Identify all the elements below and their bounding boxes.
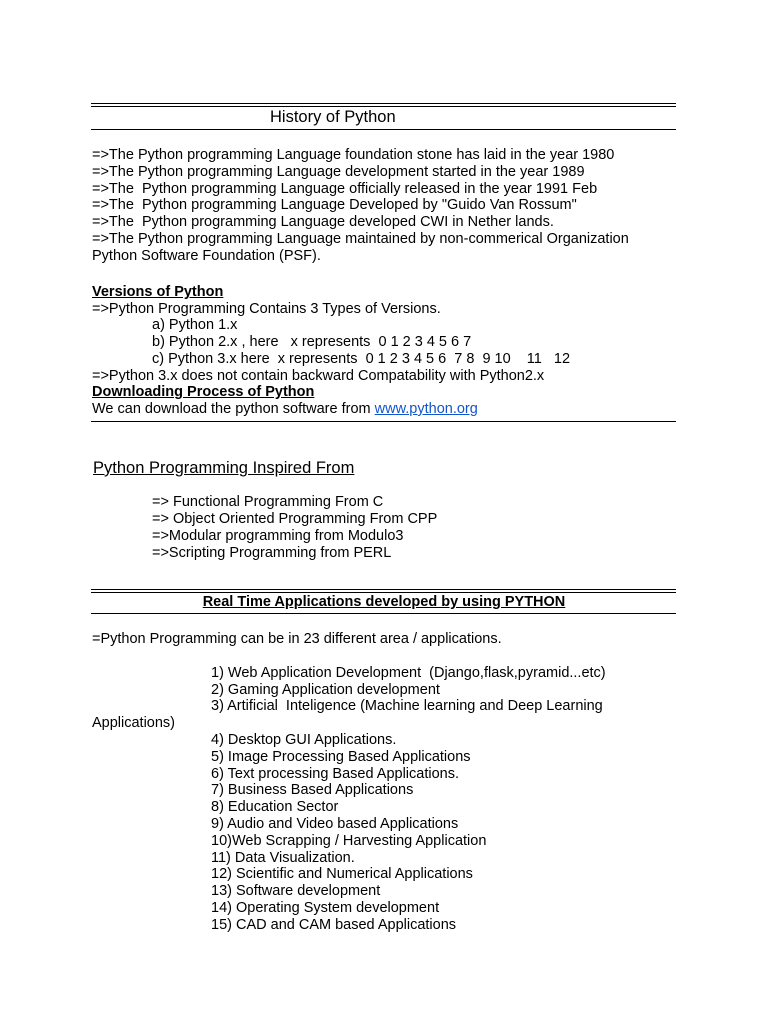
app-item: 9) Audio and Video based Applications xyxy=(211,816,459,832)
app-item: 5) Image Processing Based Applications xyxy=(211,749,471,765)
top-rule-double xyxy=(91,106,676,107)
history-line: =>The Python programming Language maintained by non-commerical Organization xyxy=(92,231,629,247)
apps-top-rule xyxy=(91,589,676,590)
title-rule xyxy=(91,129,676,130)
app-item: 4) Desktop GUI Applications. xyxy=(211,732,397,748)
version-item: a) Python 1.x xyxy=(152,317,238,333)
app-item-continuation: Applications) xyxy=(92,715,176,731)
versions-heading: Versions of Python xyxy=(92,284,224,300)
app-item: 6) Text processing Based Applications. xyxy=(211,766,459,782)
version-item: b) Python 2.x , here x represents 0 1 2 3 4 5 6 7 xyxy=(152,334,472,350)
version-item: c) Python 3.x here x represents 0 1 2 3 4 5 6 7 8 9 10 11 12 xyxy=(152,351,571,367)
app-item: 1) Web Application Development (Django,flask,pyramid...etc) xyxy=(211,665,606,681)
inspired-item: => Functional Programming From C xyxy=(152,494,384,510)
history-line: =>The Python programming Language developed CWI in Nether lands. xyxy=(92,214,554,230)
app-item: 7) Business Based Applications xyxy=(211,782,414,798)
history-title: History of Python xyxy=(270,108,396,126)
inspired-heading: Python Programming Inspired From xyxy=(93,459,355,477)
inspired-item: =>Scripting Programming from PERL xyxy=(152,545,392,561)
app-item: 10)Web Scrapping / Harvesting Application xyxy=(211,833,487,849)
history-line: =>The Python programming Language foundation stone has laid in the year 1980 xyxy=(92,147,615,163)
history-line: =>The Python programming Language Developed by "Guido Van Rossum" xyxy=(92,197,577,213)
versions-intro: =>Python Programming Contains 3 Types of Versions. xyxy=(92,301,441,317)
app-item: 12) Scientific and Numerical Applications xyxy=(211,866,473,882)
app-item: 3) Artificial Inteligence (Machine learning and Deep Learning xyxy=(211,698,603,714)
app-item: 8) Education Sector xyxy=(211,799,339,815)
app-item: 14) Operating System development xyxy=(211,900,440,916)
app-item: 11) Data Visualization. xyxy=(211,850,355,866)
inspired-item: => Object Oriented Programming From CPP xyxy=(152,511,438,527)
history-line: Python Software Foundation (PSF). xyxy=(92,248,321,264)
apps-top-rule-double xyxy=(91,592,676,593)
python-org-link[interactable]: www.python.org xyxy=(374,401,478,417)
versions-note: =>Python 3.x does not contain backward Compatability with Python2.x xyxy=(92,368,545,384)
download-heading: Downloading Process of Python xyxy=(92,384,315,400)
section-rule xyxy=(91,421,676,422)
app-item: 2) Gaming Application development xyxy=(211,682,440,698)
download-text: We can download the python software from xyxy=(92,401,375,417)
inspired-item: =>Modular programming from Modulo3 xyxy=(152,528,404,544)
apps-heading: Real Time Applications developed by using PYTHON xyxy=(202,594,566,610)
apps-heading-rule xyxy=(91,613,676,614)
app-item: 13) Software development xyxy=(211,883,381,899)
top-rule xyxy=(91,103,676,104)
history-line: =>The Python programming Language development started in the year 1989 xyxy=(92,164,585,180)
apps-intro: =Python Programming can be in 23 different area / applications. xyxy=(92,631,502,647)
app-item: 15) CAD and CAM based Applications xyxy=(211,917,457,933)
download-text-line xyxy=(92,401,478,418)
history-line: =>The Python programming Language officially released in the year 1991 Feb xyxy=(92,181,598,197)
